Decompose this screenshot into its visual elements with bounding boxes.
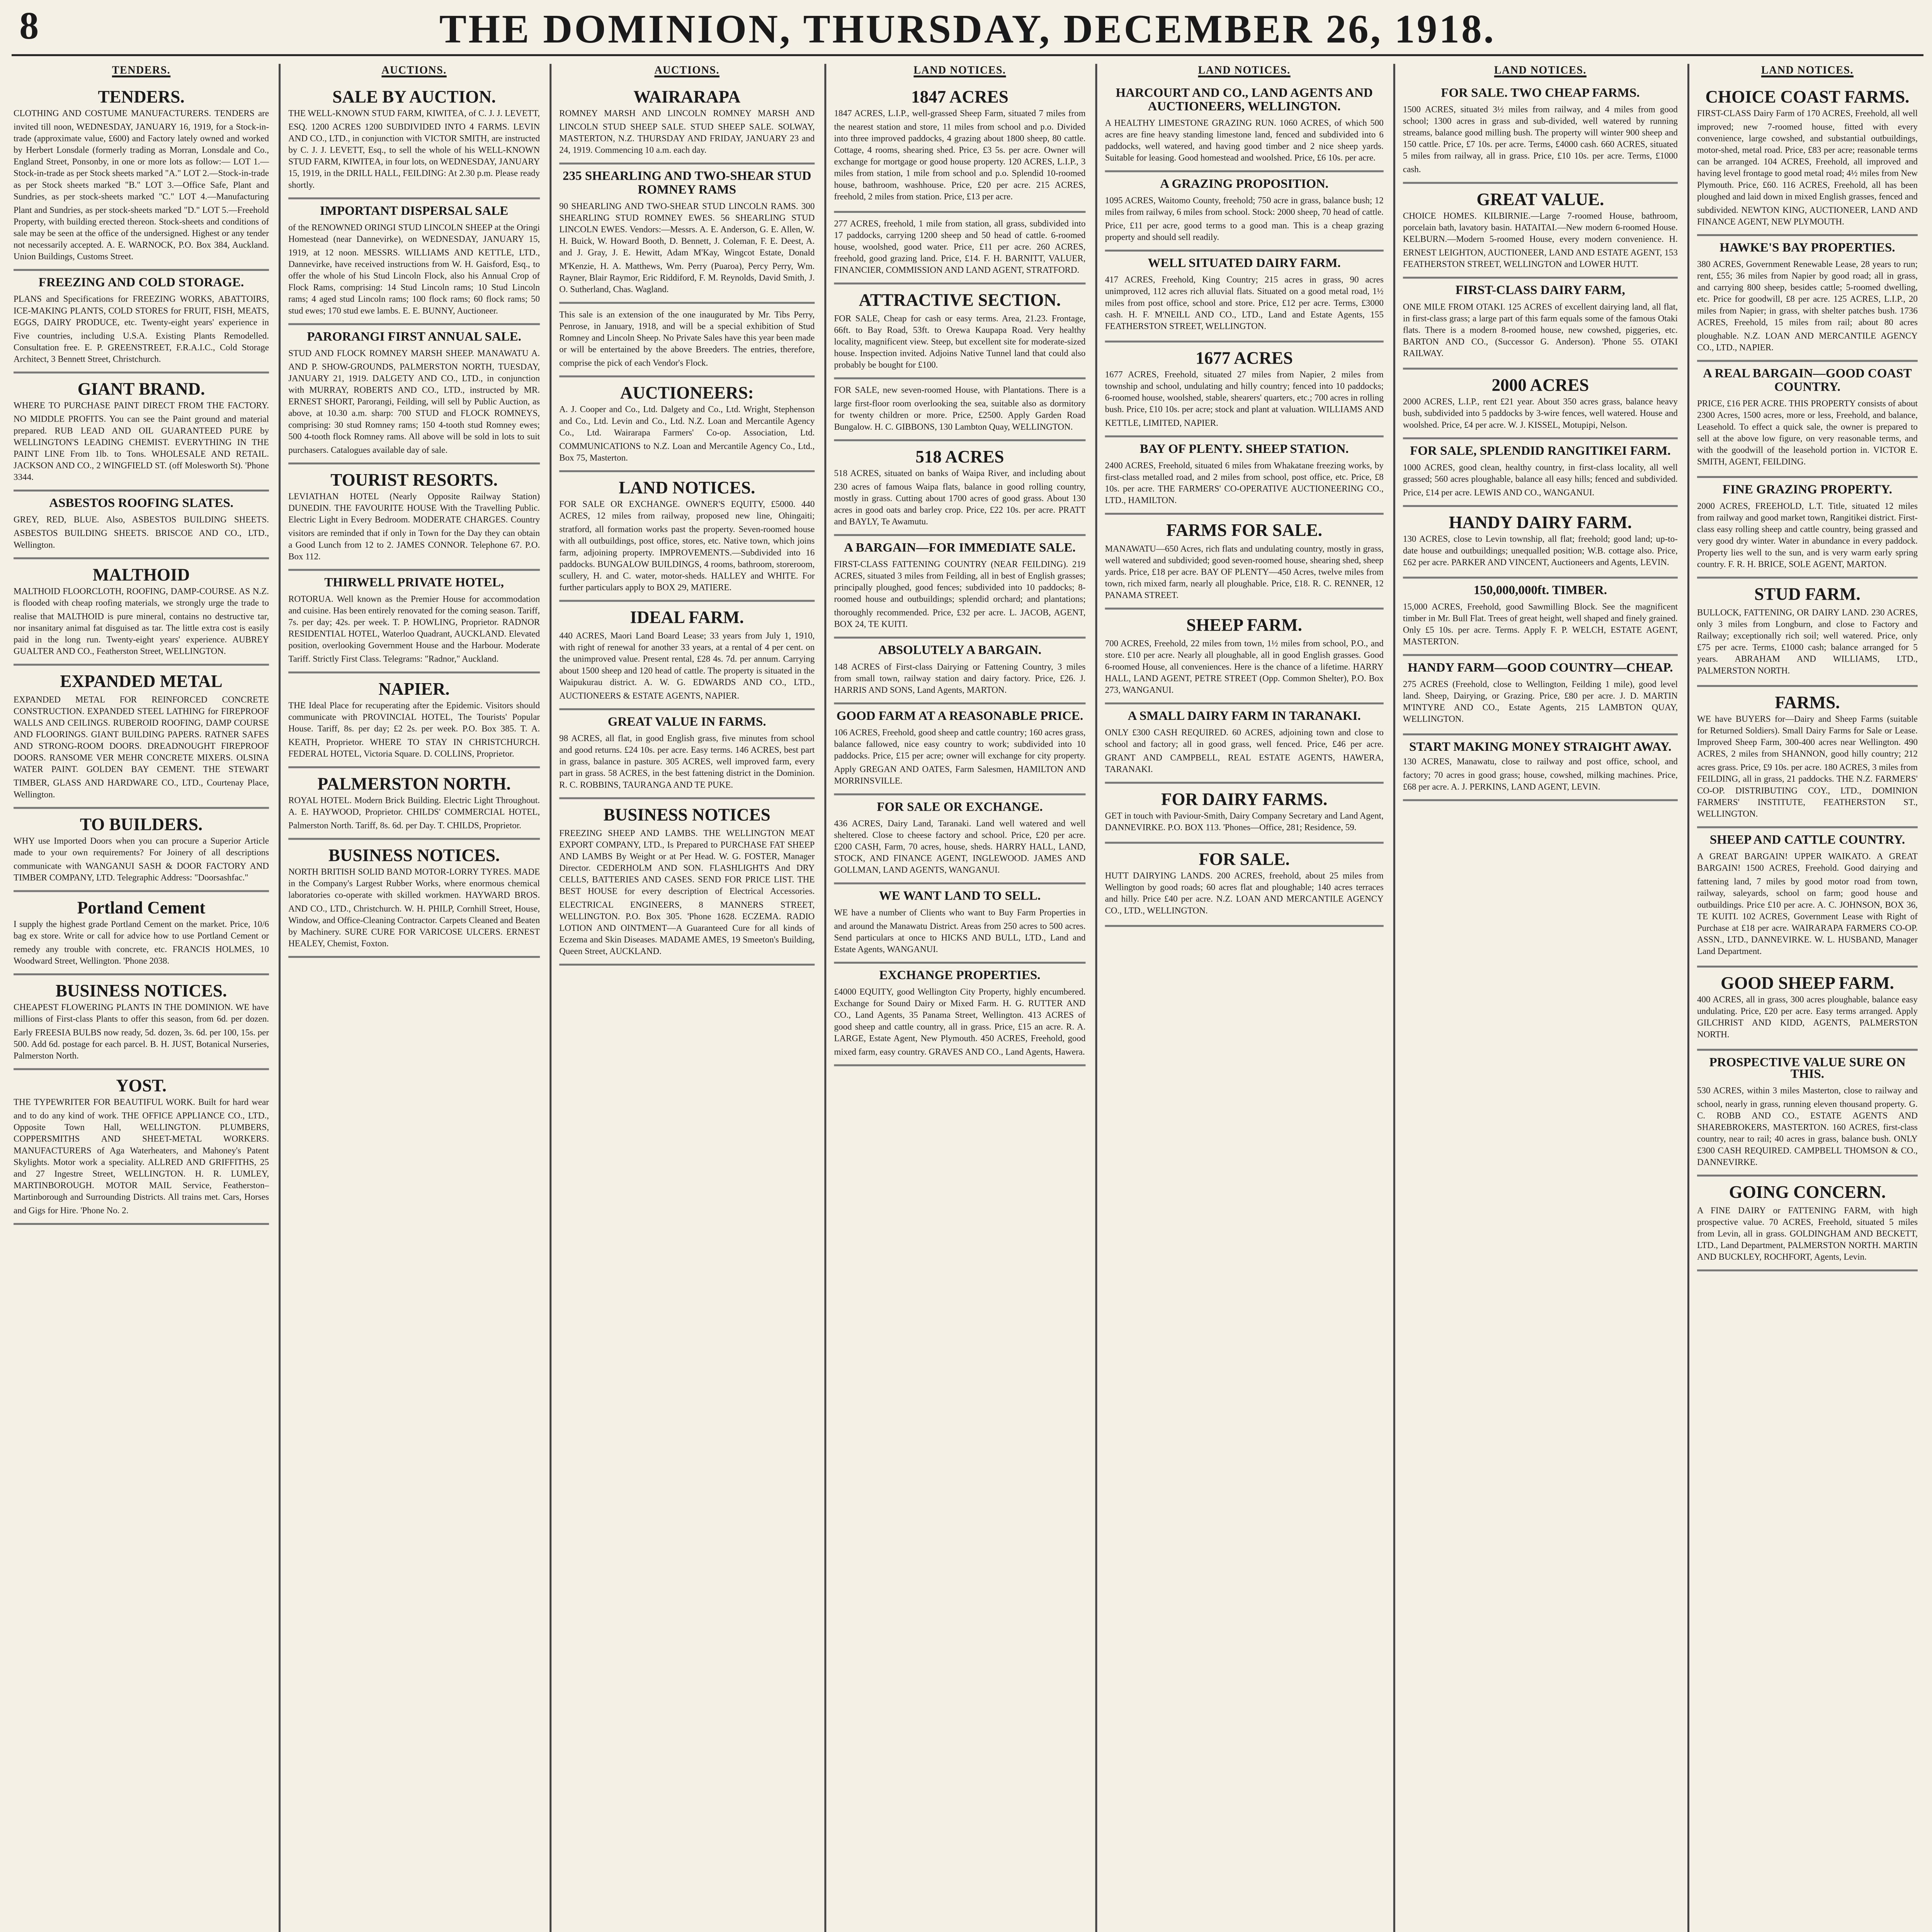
advertisement	[1105, 344, 1384, 437]
ad-body: CLOTHING AND COSTUME MANUFACTURERS. TENDERS are invited till noon, WEDNESDAY, JANUARY 16, 1919, for a Stock-in-trade (approximate value, £600) and Factory lately owned and worked by Herbert Lonsdale (formerly trading as Morran, Lonsdale and Co., England Street, Ponsonby, in one or more lots as follow:— LOT 1.—Stock-in-trade as per Stock sheets marked "A." LOT 2.—Stock-in-trade as per Stock sheets marked "B." LOT 3.—Office Safe, Plant and Sundries, as per stock-sheets marked "C." LOT 4.—Manufacturing Plant and Sundries, as per stock-sheets marked "D." LOT 5.—Freehold Property, with building erected thereon. Stock-sheets and conditions of sale may be seen at the office of the undersigned. Highest or any tender not necessarily accepted. A. E. WARNOCK, P.O. Box 384, Auckland. Union Buildings, Customs Street.	[14, 109, 269, 262]
ad-body: FOR SALE, new seven-roomed House, with Plantations. There is a large first-floor room overlooking the sea, suitable also as dormitory for twenty children or more. Price, £2500. Apply Garden Road Bungalow. H. C. GIBBONS, 130 Lambton Quay, WELLINGTON.	[834, 386, 1086, 431]
advertisement	[1697, 688, 1918, 829]
column-heading: LAND NOTICES.	[1198, 66, 1291, 78]
ad-body: £4000 EQUITY, good Wellington City Property, highly encumbered. Exchange for Sound Dairy or Mixed Farm. H. G. RUTTER AND CO., Land Agents, 35 Panama Street, Wellington. 413 ACRES of good sheep and cattle country, all in grass. Price, £15 an acre. R. A. LARGE, Estate Agent, New Plymouth. 450 ACRES, Freehold, good mixed farm, easy country. GRAVES AND CO., Land Agents, Hawera.	[834, 986, 1086, 1056]
column-heading: LAND NOTICES.	[1494, 66, 1587, 78]
ad-body: 400 ACRES, all in grass, 300 acres ploughable, balance easy undulating. Price, £20 per acre. Easy terms arranged. Apply GILCHRIST AND KIDD, AGENTS, PALMERSTON NORTH.	[1697, 994, 1918, 1040]
ad-title: EXCHANGE PROPERTIES.	[879, 969, 1041, 983]
advertisement	[288, 841, 540, 958]
advertisement	[834, 83, 1085, 212]
advertisement	[14, 977, 269, 1070]
ad-title: SALE BY AUCTION.	[332, 87, 496, 107]
advertisement	[834, 966, 1085, 1066]
column-rule	[1095, 64, 1097, 1932]
advertisement	[1697, 364, 1918, 477]
column-6	[1397, 64, 1684, 1932]
advertisement	[1697, 238, 1918, 362]
advertisement	[559, 83, 815, 164]
advertisement	[559, 306, 815, 377]
ad-body: 2000 ACRES, L.I.P., rent £21 year. About 350 acres grass, balance heavy bush, subdivided into 5 paddocks by 3-wire fences, well watered. House and woolshed. Price, £4 per acre. W. J. KISSEL, Motupipi, Nelson.	[1403, 396, 1678, 430]
advertisement	[288, 83, 540, 200]
advertisement	[14, 810, 269, 891]
ad-title: ABSOLUTELY A BARGAIN.	[878, 644, 1042, 658]
column-heading: TENDERS.	[112, 66, 171, 78]
ad-title: HANDY DAIRY FARM.	[1449, 512, 1632, 532]
masthead-title: THE DOMINION, THURSDAY, DECEMBER 26, 1918.	[439, 6, 1496, 53]
column-7	[1691, 64, 1923, 1932]
advertisement	[834, 707, 1085, 795]
ad-body: 130 ACRES, close to Levin township, all flat; freehold; good land; up-to-date house and outbuildings; unequalled position; W.B. cottage also. Price, £62 per acre. PARKER AND VINCENT, Auctioneers and Agents, LEVIN.	[1403, 534, 1678, 568]
advertisement	[1697, 479, 1918, 579]
ad-title: GREAT VALUE.	[1476, 189, 1604, 209]
advertisement	[288, 202, 540, 326]
ad-body: 90 SHEARLING AND TWO-SHEAR STUD LINCOLN RAMS. 300 SHEARLING STUD ROMNEY EWES. 56 SHEARLING STUD LINCOLN EWES. Vendors:—Messrs. A. E. Anderson, G. E. Allen, W. H. Buick, W. Howard Booth, D. Bennett, J. Coleman, F. E. Deest, A. and J. Gray, J. E. Hewitt, Adam M'Kay, Wingcot Estate, Donald M'Kenzie, H. A. Matthews, Wm. Perry (Puaroa), Percy Perry, Wm. Rayner, Blair Raymor, Eric Riddiford, F. M. Reynolds, David Smith, J. O. Sutherland, Chas. Wagland.	[559, 201, 815, 294]
advertisement	[834, 797, 1085, 885]
advertisement	[1403, 281, 1678, 369]
ad-title: TOURIST RESORTS.	[330, 469, 498, 489]
ad-title: HANDY FARM—GOOD COUNTRY—CHEAP.	[1408, 662, 1673, 676]
column-2	[282, 64, 546, 1932]
column-heading: AUCTIONS.	[381, 66, 447, 78]
ad-title: HARCOURT AND CO., LAND AGENTS AND AUCTIONEERS, WELLINGTON.	[1116, 87, 1373, 114]
advertisement	[834, 640, 1085, 705]
ad-body: 277 ACRES, freehold, 1 mile from station, all grass, subdivided into 17 paddocks, carrying 1200 sheep and 50 head of cattle. 6-roomed house, woolshed, good water. Price, £11 per acre. 260 ACRES, freehold, good grazing land. Price, £14. F. H. BARNITT, VALUER, FINANCIER, COMMISSION AND LAND AGENT, STRATFORD.	[834, 218, 1086, 275]
ad-body: GET in touch with Paviour-Smith, Dairy Company Secretary and Land Agent, DANNEVIRKE. P.O. BOX 113. 'Phones—Office, 281; Residence, 59.	[1105, 811, 1384, 833]
ad-body: 148 ACRES of First-class Dairying or Fattening Country, 3 miles from small town, railway station and dairy factory. Price, £26. J. HARRIS AND SONS, Land Agents, MARTON.	[834, 661, 1086, 695]
column-rule	[1393, 64, 1395, 1932]
column-rule	[1687, 64, 1689, 1932]
advertisement	[1105, 612, 1384, 705]
ad-body: 15,000 ACRES, Freehold, good Sawmilling Block. See the magnificent timber in Mr. Bull Flat. Trees of great height, well shaped and finely grained. Only £5 10s. per acre. Terms. Apply F. P. WELCH, ESTATE AGENT, MASTERTON.	[1403, 601, 1678, 646]
ad-body: PRICE, £16 PER ACRE. THIS PROPERTY consists of about 2300 Acres, 1500 acres, more or less, Freehold, and balance, Leasehold. To effect a quick sale, the owner is prepared to sell at the above low figure, on very reasonable terms, and with the goodwill of the leasehold portion in. VICTOR E. SMITH, AGENT, FEILDING.	[1697, 398, 1918, 468]
advertisement	[834, 382, 1085, 441]
advertisement	[1403, 736, 1678, 801]
advertisement	[1105, 175, 1384, 252]
ad-body: FIRST-CLASS Dairy Farm of 170 ACRES, Freehold, all well improved; new 7-roomed house, fitted with every convenience, large cowshed, and substantial outbuildings, motor-shed, metal road. Price, £83 per acre; reasonable terms can be arranged. 104 ACRES, Freehold, all improved and having level frontage to good metal road; 4½ miles from New Plymouth. Price, £60. 116 ACRES, Freehold, all has been ploughed and laid down in mixed English grasses, fenced and subdivided. NEWTON KING, AUCTIONEER, LAND AND FINANCE AGENT, NEW PLYMOUTH.	[1697, 109, 1918, 226]
ad-title: FOR SALE, SPLENDID RANGITIKEI FARM.	[1410, 446, 1671, 459]
ad-body: 1000 ACRES, good clean, healthy country, in first-class locality, all well grassed; 560 acres ploughable, balance all easy hills; fenced and subdivided. Price, £14 per acre. LEWIS AND CO., WANGANUI.	[1403, 463, 1678, 497]
ad-title: 1677 ACRES	[1196, 347, 1293, 367]
ad-title: TENDERS.	[98, 87, 185, 107]
ad-body: ONLY £300 CASH REQUIRED. 60 ACRES, adjoining town and close to school and factory; all in good grass, well fenced. Price, £46 per acre. GRANT AND CAMPBELL, REAL ESTATE AGENTS, HAWERA, TARANAKI.	[1105, 728, 1384, 774]
ad-body: This sale is an extension of the one inaugurated by Mr. Tibs Perry, Penrose, in January, 1918, and will be a special exhibition of Stud Romney and Lincoln Sheep. No Private Sales have this year been made or will be entertained by the above Breeders. The entries, therefore, comprise the pick of each Vendor's Flock.	[559, 310, 815, 367]
advertisement	[559, 604, 815, 709]
advertisement	[559, 802, 815, 966]
advertisement	[1403, 658, 1678, 735]
advertisement	[288, 328, 540, 464]
advertisement	[288, 573, 540, 673]
ad-title: GOING CONCERN.	[1729, 1183, 1886, 1202]
ad-body: 1500 ACRES, situated 3½ miles from railway, and 4 miles from good school; 1300 acres in grass and sub-divided, well watered by running streams, balance good milling bush. The property will winter 900 sheep and 150 cattle. Price, £7 10s. per acre. Terms, £4000 cash. 660 ACRES, situated 5 miles from railway, all in grass. Price, £10 10s. per acre. Terms, £1000 cash.	[1403, 104, 1678, 173]
ad-title: BUSINESS NOTICES	[603, 805, 770, 825]
ad-body: 380 ACRES, Government Renewable Lease, 28 years to run; rent, £55; 36 miles from Napier by good road; all in grass, and carrying 800 sheep, besides cattle; 5-roomed dwelling, etc. Price for goodwill, £8 per acre. 125 ACRES, L.I.P., 20 miles from Napier; in grass, with shelter patches bush. 1736 ACRES, Freehold, 15 miles from rail; about 80 acres ploughable. N.Z. LOAN AND MERCANTILE AGENCY CO., LTD., NAPIER.	[1697, 259, 1918, 352]
ad-body: A. J. Cooper and Co., Ltd. Dalgety and Co., Ltd. Wright, Stephenson and Co., Ltd. Levin and Co., Ltd. N.Z. Loan and Mercantile Agency Co., Ltd. Wairarapa Farmers' Co-op. Association, Ltd. COMMUNICATIONS to N.Z. Loan and Mercantile Agency Co., Ltd., Box 75, Masterton.	[559, 405, 815, 462]
advertisement	[1105, 517, 1384, 610]
ad-title: PALMERSTON NORTH.	[317, 774, 511, 793]
ad-title: 518 ACRES	[915, 447, 1004, 466]
advertisement	[14, 1072, 269, 1225]
ad-body: WE have BUYERS for—Dairy and Sheep Farms (suitable for Returned Soldiers). Small Dairy Farms for Sale or Lease. Improved Sheep Farm, 300-400 acres near Wellington. 490 ACRES, 2 miles from SHANNON, good hilly country; 212 acres grass. Price, £9 10s. per acre. 180 ACRES, 3 miles from FEILDING, all in grass, 21 paddocks. THE N.Z. FARMERS' CO-OP. DISTRIBUTING COY., LTD., DOMINION FARMERS' INSTITUTE, FEATHERSTON ST., WELLINGTON.	[1697, 714, 1918, 819]
advertisement	[1105, 253, 1384, 342]
ad-title: SHEEP FARM.	[1186, 616, 1302, 636]
advertisement	[1105, 707, 1384, 784]
ad-body: 518 ACRES, situated on banks of Waipa River, and including about 230 acres of famous Waipa flats, balance in good rolling country, mostly in grass. Cutting about 1700 acres of good grass. About 130 acres in good oats and barley crop. Price, £22 10s. per acre. PRATT and BAYLY, Te Awamutu.	[834, 469, 1086, 527]
ad-title: A GRAZING PROPOSITION.	[1160, 179, 1328, 192]
ad-title: 2000 ACRES	[1492, 374, 1589, 394]
advertisement	[14, 561, 269, 666]
ad-body: FOR SALE, Cheap for cash or easy terms. Area, 21.23. Frontage, 66ft. to Bay Road, 53ft. to Orewa Kaupapa Road. Very healthy locality, magnificent view. Steep, but excellent site for moderate-sized house. Inspection invited. Adjoins Native Tunnel land that could also probably be bought for £100.	[834, 313, 1086, 370]
ad-title: BUSINESS NOTICES.	[55, 980, 227, 1000]
ad-title: AUCTIONEERS:	[620, 382, 754, 402]
advertisement	[559, 711, 815, 799]
ad-title: EXPANDED METAL	[60, 672, 223, 691]
ad-body: STUD AND FLOCK ROMNEY MARSH SHEEP. MANAWATU A. AND P. SHOW-GROUNDS, PALMERSTON NORTH, TUESDAY, JANUARY 21, 1919. DALGETY AND CO., LTD., in conjunction with MURRAY, ROBERTS AND CO., LTD., instructed by MR. ERNEST SHORT, Parorangi, Feilding, will sell by Public Auction, as above, at 10.30 a.m. sharp: 700 STUD and FLOCK ROMNEYS, comprising: 30 stud Romney rams; 150 4-tooth stud Romney ewes; 500 4-tooth flock Romney rams. All above will be sold in lots to suit purchasers. Catalogues available day of sale.	[288, 349, 540, 454]
ad-body: 1847 ACRES, L.I.P., well-grassed Sheep Farm, situated 7 miles from the nearest station and store, 11 miles from school and p.o. Divided into three improved paddocks, 4 grazing about 1800 sheep, 80 cattle. Cottage, 4 rooms, shearing shed. Price, £3 5s. per acre. Owner will exchange for mortgage or good house property. 120 ACRES, L.I.P., 3 miles from station, 1 mile from school and p.o. Splendid 10-roomed house, bathroom, washhouse. Price, £20 per acre. 215 ACRES, freehold, 2 miles from station. Price, £13 per acre.	[834, 109, 1086, 202]
ad-title: IDEAL FARM.	[630, 608, 744, 628]
ad-title: ATTRACTIVE SECTION.	[859, 291, 1061, 310]
ad-body: I supply the highest grade Portland Cement on the market. Price, 10/6 bag ex store. Write or call for advice how to use Portland Cement or remedy any trouble with concrete, etc. FRANCIS HOLMES, 10 Woodward Street, Wellington. 'Phone 2038.	[14, 919, 269, 965]
ad-body: WHY use Imported Doors when you can procure a Superior Article made to your own requirements? For Joinery of all descriptions communicate with WANGANUI SASH & DOOR FACTORY AND TIMBER COMPANY, LTD. Telegraphic Address: "Doorsashfac."	[14, 836, 269, 882]
ad-title: WE WANT LAND TO SELL.	[879, 891, 1041, 905]
ad-body: FIRST-CLASS FATTENING COUNTRY (NEAR FEILDING). 219 ACRES, situated 3 miles from Feilding, all in best of English grasses; principally ploughed, good fences; subdivided into 10 paddocks; 8-roomed house and outbuildings; splendid orchard; and plantations; thoroughly recommended. Price, £32 per acre. L. JACOB, AGENT, BOX 24, TE KUITI.	[834, 559, 1086, 629]
advertisement	[1403, 371, 1678, 440]
advertisement	[1697, 1052, 1918, 1177]
ad-body: ROYAL HOTEL. Modern Brick Building. Electric Light Throughout. A. E. HAYWOOD, Proprietor. CHILDS' COMMERCIAL HOTEL, Palmerston North. Tariff, 8s. 6d. per Day. T. CHILDS, Proprietor.	[288, 796, 540, 830]
ad-title: 1847 ACRES	[911, 87, 1009, 107]
ad-body: THE WELL-KNOWN STUD FARM, KIWITEA, of C. J. J. LEVETT, ESQ. 1200 ACRES 1200 SUBDIVIDED INTO 4 FARMS. LEVIN AND CO., LTD., in conjunction with VICTOR SMITH, are instructed by C. J. J. LEVETT, Esq., to sell the whole of his WELL-KNOWN STUD FARM, KIWITEA, in four lots, on WEDNESDAY, JANUARY 15, 1919, in the DRILL HALL, FEILDING: At 2.30 p.m. Please ready shortly.	[288, 109, 540, 190]
ad-body: PLANS and Specifications for FREEZING WORKS, ABATTOIRS, ICE-MAKING PLANTS, COLD STORES for FRUIT, FISH, MEATS, EGGS, DAIRY PRODUCE, etc. Twenty-eight years' experience in Five countries, including U.S.A. Existing Plants Remodelled. Consultation free. E. P. GREENSTREET, F.R.A.I.C., Cold Storage Architect, 3 Bennett Street, Christchurch.	[14, 294, 269, 364]
ad-title: A BARGAIN—FOR IMMEDIATE SALE.	[844, 542, 1076, 556]
ad-title: A SMALL DAIRY FARM IN TARANAKI.	[1128, 711, 1361, 725]
column-3	[553, 64, 820, 1932]
masthead-bar	[12, 4, 1923, 56]
ad-body: LEVIATHAN HOTEL (Nearly Opposite Railway Station) DUNEDIN. THE FAVOURITE HOUSE With the Travelling Public. Electric Light in Every Bedroom. MODERATE CHARGES. Country visitors are reminded that if only in Town for the Day they can obtain a Good Lunch from 12 to 2. JAMES CONNOR. Telephone 67. P.O. Box 112.	[288, 492, 540, 561]
column-5	[1099, 64, 1389, 1932]
ad-body: MANAWATU—650 Acres, rich flats and undulating country, mostly in grass, well watered and subdivided; good seven-roomed house, shearing shed, sheep yards. Price, £18 per acre. BAY OF PLENTY—450 Acres, twelve miles from town, rich mixed farm, nearly all ploughable. Price, £18. R. C. RENNER, 12 PANAMA STREET.	[1105, 543, 1384, 600]
advertisement	[834, 443, 1085, 536]
ad-body: 436 ACRES, Dairy Land, Taranaki. Land well watered and well sheltered. Close to cheese factory and school. Price, £20 per acre. £200 CASH, Farm, 70 acres, house, sheds. HARRY HALL, LAND, STOCK, AND FINANCE AGENT, INGLEWOOD. JAMES AND GOLLMAN, LAND AGENTS, WANGANUI.	[834, 818, 1086, 876]
column-rule	[824, 64, 826, 1932]
advertisement	[1697, 83, 1918, 236]
ad-title: A REAL BARGAIN—GOOD COAST COUNTRY.	[1703, 367, 1912, 395]
advertisement	[834, 887, 1085, 964]
advertisement	[1697, 581, 1918, 686]
column-heading: LAND NOTICES.	[1761, 66, 1854, 78]
advertisement	[14, 273, 269, 373]
advertisement	[1403, 509, 1678, 578]
ad-body: EXPANDED METAL FOR REINFORCED CONCRETE CONSTRUCTION. EXPANDED STEEL LATHING for FIREPROOF WALLS AND CEILINGS. RUBEROID ROOFING, DAMP COURSE AND FLOORINGS. GIANT BUILDING PAPERS. RATNER SAFES AND STRONG-ROOM DOORS. DREADNOUGHT FIREPROOF DOORS. RANSOME VER MEHR CONCRETE MIXERS. OLSINA WATER PAINT. GOLDEN BAY CEMENT. THE STEWART TIMBER, GLASS AND HARDWARE CO., LTD., Courtenay Place, Wellington.	[14, 694, 269, 799]
ad-body: CHOICE HOMES. KILBIRNIE.—Large 7-roomed House, bathroom, porcelain bath, lavatory basin. HATAITAI.—New modern 6-roomed House. KELBURN.—Modern 5-roomed House, every modern convenience. H. ERNEST LEIGHTON, AUCTIONEER, LAND AND ESTATE AGENT, 153 FEATHERSTON STREET, WELLINGTON and LOWER HUTT.	[1403, 211, 1678, 269]
advertisement	[1697, 831, 1918, 966]
ad-body: A FINE DAIRY or FATTENING FARM, with high prospective value. 70 ACRES, Freehold, situated 5 miles from Levin, all in grass. GOLDINGHAM AND BECKETT, LTD., Land Department, PALMERSTON NORTH. MARTIN AND BUCKLEY, ROCHFORT, Agents, Levin.	[1697, 1205, 1918, 1262]
advertisement	[559, 379, 815, 472]
ad-body: 1677 ACRES, Freehold, situated 27 miles from Napier, 2 miles from township and school, undulating and hilly country; fenced into 10 paddocks; 6-roomed house, woolshed, stable, shearers' quarters, etc.; 700 acres in rolling bush. Price, £10 10s. per acre; stock and plant at valuation. WILLIAMS AND KETTLE, LIMITED, NAPIER.	[1105, 369, 1384, 427]
ad-title: TO BUILDERS.	[80, 814, 203, 834]
ad-body: MALTHOID FLOORCLOTH, ROOFING, DAMP-COURSE. AS N.Z. is flooded with cheap roofing materials, we strongly urge the trade to realise that MALTHOID is pure mineral, contains no destructive tar, nor insanitary animal fat disguised as tar. The little extra cost is easily paid in the long run. Twenty-eight years' experience. AUBREY GUALTER AND CO., Featherston Street, WELLINGTON.	[14, 587, 269, 656]
ad-title: FARMS.	[1775, 692, 1840, 712]
ad-title: WAIRARAPA	[633, 87, 741, 107]
ad-title: FOR SALE OR EXCHANGE.	[877, 801, 1043, 815]
ad-body: ROMNEY MARSH AND LINCOLN ROMNEY MARSH AND LINCOLN STUD SHEEP SALE. STUD SHEEP SALE. SOLWAY, MASTERTON, N.Z. THURSDAY AND FRIDAY, JANUARY 23 and 24, 1919. Commencing 10 a.m. each day.	[559, 109, 815, 155]
advertisement	[559, 474, 815, 602]
advertisement	[1403, 442, 1678, 507]
ad-body: 417 ACRES, Freehold, King Country; 215 acres in grass, 90 acres unimproved, 112 acres rich alluvial flats. Situated on a good metal road, 1½ miles from post office, school and store. Price, £12 per acre. Terms, £3000 cash. H. F. M'NEILL AND CO., LTD., Land and Estate Agents, 155 FEATHERSTON STREET, WELLINGTON.	[1105, 274, 1384, 332]
ad-body: 98 ACRES, all flat, in good English grass, five minutes from school and good returns. £24 10s. per acre. Easy terms. 146 ACRES, best part in grass, balance in pasture. 305 ACRES, well improved farm, every part in grass. 58 ACRES, in the best fattening district in the Dominion. R. C. ROBBINS, TAURANGA AND TE PUKE.	[559, 732, 815, 790]
ad-title: FARMS FOR SALE.	[1166, 520, 1322, 540]
advertisement	[1105, 439, 1384, 515]
ad-title: FOR SALE.	[1199, 849, 1290, 868]
ad-body: 700 ACRES, Freehold, 22 miles from town, 1½ miles from school, P.O., and store. £10 per acre. Nearly all ploughable, all in good English grasses. Good 6-roomed House, all conveniences. Here is the chance of a lifetime. HARRY HALL, LAND AGENT, PETRE STREET (Opp. Common Shelter), P.O. Box 273, WANGANUI.	[1105, 638, 1384, 696]
advertisement	[1403, 580, 1678, 656]
ad-body: 106 ACRES, Freehold, good sheep and cattle country; 160 acres grass, balance fallowed, nice easy country to work; subdivided into 10 paddocks. Price, £15 per acre; owner will exchange for city property. Apply GREGAN AND OATES, Farm Salesmen, HAMILTON AND MORRINSVILLE.	[834, 728, 1086, 785]
advertisement	[559, 167, 815, 304]
advertisement	[1105, 786, 1384, 843]
ad-title: BUSINESS NOTICES.	[328, 845, 500, 865]
ad-title: FIRST-CLASS DAIRY FARM,	[1455, 284, 1625, 298]
advertisement	[1105, 845, 1384, 926]
advertisement	[14, 894, 269, 975]
advertisement	[834, 287, 1085, 380]
ad-body: THE Ideal Place for recuperating after the Epidemic. Visitors should communicate with PROVINCIAL HOTEL, The Tourists' Popular House. Tariff, 8s. per day; £2 2s. per week. P.O. Box 385. T. A. KEATH, Proprietor. WHERE TO STAY IN CHRISTCHURCH. FEDERAL HOTEL, Victoria Square. D. COLLINS, Proprietor.	[288, 701, 540, 758]
ad-body: HUTT DAIRYING LANDS. 200 ACRES, freehold, about 25 miles from Wellington by good roads; 60 acres flat and ploughable; 140 acres terraces and hilly. Price £40 per acre. N.Z. LOAN AND MERCANTILE AGENCY CO., LTD., WELLINGTON.	[1105, 871, 1384, 917]
ad-body: FREEZING SHEEP AND LAMBS. THE WELLINGTON MEAT EXPORT COMPANY, LTD., Is Prepared to PURCHASE FAT SHEEP AND LAMBS By Weight or at Per Head. W. G. FOSTER, Manager Director. CEDERHOLM AND SON. FLASHLIGHTS And DRY CELLS, BATTERIES AND CASES. SEND FOR PRICE LIST. THE BEST HOUSE for every description of Electrical Accessories. ELECTRICAL ENGINEERS, 8 MANNERS STREET, WELLINGTON. P.O. Box 305. 'Phone 1628. ECZEMA. RADIO LOTION AND OINTMENT—A Guaranteed Cure for all kinds of Eczema and Skin Diseases. MADAME AMES, 19 Smeeton's Building, Queen Street, AUCKLAND.	[559, 828, 815, 956]
advertisement	[834, 538, 1085, 638]
advertisement	[14, 376, 269, 493]
ad-title: FREEZING AND COLD STORAGE.	[38, 277, 244, 291]
advertisement	[1697, 1179, 1918, 1272]
advertisement	[1697, 969, 1918, 1050]
ad-title: IMPORTANT DISPERSAL SALE	[320, 206, 509, 220]
ad-body: A HEALTHY LIMESTONE GRAZING RUN. 1060 ACRES, of which 500 acres are fine heavy standing limestone land, fenced and subdivided into 6 paddocks, well watered, and having good timber and 2 nice sheep yards. Suitable for leasing. Good homestead and woolshed. Price, £6 10s. per acre.	[1105, 117, 1384, 163]
advertisement	[14, 668, 269, 808]
ad-title: MALTHOID	[92, 565, 190, 584]
ad-title: PROSPECTIVE VALUE SURE ON THIS.	[1709, 1055, 1906, 1083]
ad-body: A GREAT BARGAIN! UPPER WAIKATO. A GREAT BARGAIN! 1500 ACRES, Freehold. Good dairying and fattening land, 7 miles by good motor road from town, railway, saleyards, school on farm; good house and outbuildings. Price £10 per acre. A. C. JOHNSON, BOX 36, TE KUITI. 102 ACRES, Government Lease with Right of Purchase at £18 per acre. WAIRARAPA FARMERS CO-OP. ASSN., LTD., DANNEVIRKE. W. L. HUSBAND, Manager Land Department.	[1697, 852, 1918, 957]
ad-title: GREAT VALUE IN FARMS.	[607, 715, 766, 729]
advertisement	[1403, 185, 1678, 279]
advertisement	[834, 214, 1085, 285]
ad-title: LAND NOTICES.	[619, 478, 755, 497]
advertisement	[1403, 83, 1678, 183]
ad-title: GOOD SHEEP FARM.	[1721, 972, 1894, 992]
ad-body: 2000 ACRES, FREEHOLD, L.T. Title, situated 12 miles from railway and good market town, Rangitikei district. First-class easy rolling sheep and cattle country, being grassed and very good dry winter. Water in abundance in every paddock. Property lies well to the sun, and is very warm early spring country. F. R. H. BRICE, SOLE AGENT, MARTON.	[1697, 500, 1918, 570]
ad-body: WHERE TO PURCHASE PAINT DIRECT FROM THE FACTORY. NO MIDDLE PROFITS. You can see the Paint ground and material prepared. RUB LEAD AND OIL GUARANTEED PURE by WELLINGTON'S LEADING CHEMIST. EVERYTHING IN THE PAINT LINE From 1lb. to Tons. WHOLESALE AND RETAIL. JACKSON AND CO., 2 WINGFIELD ST. (off Molesworth St). 'Phone 3344.	[14, 401, 269, 483]
ad-title: WELL SITUATED DAIRY FARM.	[1148, 257, 1341, 271]
page-number: 8	[19, 6, 39, 49]
ad-body: GREY, RED, BLUE. Also, ASBESTOS BUILDING SHEETS. ASBESTOS BUILDING SHEETS. BRISCOE AND CO., LTD., Wellington.	[14, 515, 269, 549]
ad-body: 130 ACRES, Manawatu, close to railway and post office, school, and factory; 70 acres in good grass; house, cowshed, milking machines. Price, £68 per acre. A. J. PERKINS, LAND AGENT, LEVIN.	[1403, 757, 1678, 791]
column-1	[8, 64, 275, 1932]
ad-title: GOOD FARM AT A REASONABLE PRICE.	[836, 711, 1083, 724]
ad-body: of the RENOWNED ORINGI STUD LINCOLN SHEEP at the Oringi Homestead (near Dannevirke), on WEDNESDAY, JANUARY 15, 1919, at 12 noon. MESSRS. WILLIAMS AND KETTLE, LTD., Dannevirke, have received instructions from W. H. Gaisford, Esq., to offer the whole of his Stud Lincoln Flock, also his Annual Crop of Flock Rams, comprising: 14 Stud Lincoln rams; 10 Stud Lincoln rams; 4 aged stud Lincoln rams; 100 flock rams; 60 flock rams; 50 stud ewes; 170 stud ewe lambs. E. E. BUNNY, Auctioneer.	[288, 223, 540, 316]
ad-body: CHEAPEST FLOWERING PLANTS IN THE DOMINION. WE have millions of First-class Plants to offer this season, from 6d. per dozen. Early FREESIA BULBS now ready, 5d. dozen, 3s. 6d. per 100, 15s. per 500. Add 6d. postage for each parcel. B. H. JUST, Botanical Nurseries, Palmerston North.	[14, 1003, 269, 1060]
column-4	[828, 64, 1091, 1932]
ad-title: 235 SHEARLING AND TWO-SHEAR STUD ROMNEY RAMS	[563, 170, 811, 197]
ad-body: WE have a number of Clients who want to Buy Farm Properties in and around the Manawatu District. Areas from 250 acres to 500 acres. Send particulars at once to HICKS AND BULL, LTD., Land and Estate Agents, WANGANUI.	[834, 908, 1086, 954]
column-heading: LAND NOTICES.	[913, 66, 1006, 78]
ad-title: THIRWELL PRIVATE HOTEL,	[324, 577, 504, 590]
ad-body: BULLOCK, FATTENING, OR DAIRY LAND. 230 ACRES, only 3 miles from Longburn, and close to Factory and Railway; exceptionally rich soil; well watered. Price, only £75 per acre. Terms, £1000 cash; balance arranged for 5 years. ABRAHAM AND WILLIAMS, LTD., PALMERSTON NORTH.	[1697, 607, 1918, 677]
ad-title: HAWKE'S BAY PROPERTIES.	[1719, 242, 1895, 255]
ad-title: Portland Cement	[77, 897, 206, 917]
advertisement	[288, 466, 540, 571]
ad-body: NORTH BRITISH SOLID BAND MOTOR-LORRY TYRES. MADE in the Company's Largest Rubber Works, where enormous chemical laboratories co-operate with skilled workmen. HAYWARD BROS. AND CO., LTD., Christchurch. W. H. PHILP, Cornhill Street, House, Window, and Office-Cleaning Contractor. Carpets Cleaned and Beaten by Machinery. SURE CURE FOR VARICOSE ULCERS. ERNEST HEALEY, Chemist, Foxton.	[288, 867, 540, 948]
ad-title: STUD FARM.	[1754, 585, 1861, 605]
ad-title: START MAKING MONEY STRAIGHT AWAY.	[1409, 740, 1672, 754]
ad-body: 275 ACRES (Freehold, close to Wellington, Feilding 1 mile), good level land. Sheep, Dairying, or Grazing. Price, £80 per acre. J. D. MARTIN M'INTYRE AND CO., Estate Agents, 215 LAMBTON QUAY, WELLINGTON.	[1403, 679, 1678, 725]
ad-title: 150,000,000ft. TIMBER.	[1473, 583, 1607, 597]
ad-title: YOST.	[116, 1076, 167, 1095]
ad-body: 2400 ACRES, Freehold, situated 6 miles from Whakatane freezing works, by first-class metalled road, and 2 miles from school, post office, etc. Price, £8 10s. per acre. THE FARMERS' CO-OPERATIVE AUCTIONEERING CO., LTD., HAMILTON.	[1105, 459, 1384, 505]
ad-title: GIANT BRAND.	[77, 379, 205, 399]
ad-title: BAY OF PLENTY. SHEEP STATION.	[1139, 442, 1349, 456]
advertisement	[288, 675, 540, 768]
ad-title: ASBESTOS ROOFING SLATES.	[49, 498, 234, 512]
ad-body: FOR SALE OR EXCHANGE. OWNER'S EQUITY, £5000. 440 ACRES, 12 miles from railway, proposed new line, Ohingaiti; stratford, all formation works past the property. Seven-roomed house with all outbuildings, post office, stores, etc. Native town, which joins farm, adjoining property. IMPROVEMENTS.—Subdivided into 16 paddocks. BUNGALOW BUILDINGS, 4 rooms, bathroom, storeroom, scullery, H. and C. water, motor-sheds. HALLEY and WHITE. For further particulars apply to BOX 29, MATIERE.	[559, 500, 815, 593]
ad-body: ONE MILE FROM OTAKI. 125 ACRES of excellent dairying land, all flat, in first-class grass; a large part of this farm equals some of the famous Otaki flats. There is a modern 8-roomed house, new cowshed, piggeries, etc. BARTON AND CO., (Successor G. Anderson). 'Phone 55. OTAKI RAILWAY.	[1403, 301, 1678, 359]
ad-title: NAPIER.	[378, 679, 450, 698]
column-rule	[549, 64, 551, 1932]
ad-title: FOR SALE. TWO CHEAP FARMS.	[1441, 87, 1640, 101]
ad-body: 1095 ACRES, Waitomo County, freehold; 750 acre in grass, balance bush; 12 miles from railway, 6 miles from school. Stock: 2000 sheep, 70 head of cattle. Price, £11 per acre, good terms to a good man. This is a cheap grazing property and should sell readily.	[1105, 196, 1384, 242]
ad-title: FINE GRAZING PROPERTY.	[1722, 483, 1892, 497]
column-heading: AUCTIONS.	[654, 66, 720, 78]
ad-title: SHEEP AND CATTLE COUNTRY.	[1709, 835, 1905, 849]
ad-body: 440 ACRES, Maori Land Board Lease; 33 years from July 1, 1910, with right of renewal for another 33 years, at a rental of 4 per cent. on the unimproved value. Present rental, £28 4s. 7d. per annum. Carrying about 1500 sheep and 120 head of cattle. The property is situated in the Waipukurau district. A. W. G. EDWARDS AND CO., LTD., AUCTIONEERS & ESTATE AGENTS, NAPIER.	[559, 630, 815, 700]
ad-title: CHOICE COAST FARMS.	[1705, 87, 1910, 107]
advertisement	[14, 494, 269, 559]
ad-title: FOR DAIRY FARMS.	[1161, 789, 1328, 809]
column-rule	[279, 64, 281, 1932]
ad-body: THE TYPEWRITER FOR BEAUTIFUL WORK. Built for hard wear and to do any kind of work. THE OFFICE APPLIANCE CO., LTD., Opposite Town Hall, WELLINGTON. PLUMBERS, COPPERSMITHS AND SHEET-METAL WORKERS. MANUFACTURERS of Aga Waterheaters, and Mahoney's Patent Skylights. Motor work a speciality. ALLRED AND GRIFFITHS, 25 and 27 Ingestre Street, WELLINGTON. H. R. LUMLEY, MARTINBOROUGH. MOTOR MAIL Service, Featherston–Martinborough and Surrounding Districts. All trains met. Cars, Horses and Gigs for Hire. 'Phone No. 2.	[14, 1098, 269, 1215]
advertisement	[288, 770, 540, 839]
advertisement	[14, 83, 269, 271]
ad-body: ROTORUA. Well known as the Premier House for accommodation and cuisine. Has been entirely renovated for the coming season. Tariff, 7s. per day; 42s. per week. T. P. HOWLING, Proprietor. RADNOR RESIDENTIAL HOTEL, Waterloo Quadrant, AUCKLAND. Elevated position, overlooking Government House and the Harbour. Moderate Tariff. Strictly First Class. Telegrams: "Radnor," Auckland.	[288, 594, 540, 663]
ad-body: 530 ACRES, within 3 miles Masterton, close to railway and school, nearly in grass, running eleven thousand property. G. C. ROBB AND CO., ESTATE AGENTS AND SHAREBROKERS, MASTERTON. 160 ACRES, first-class country, near to rail; 40 acres in grass, balance bush. ONLY £300 CASH REQUIRED. CAMPBELL THOMSON & CO., DANNEVIRKE.	[1697, 1086, 1918, 1167]
advertisement	[1105, 83, 1384, 173]
ad-title: PARORANGI FIRST ANNUAL SALE.	[307, 332, 522, 345]
